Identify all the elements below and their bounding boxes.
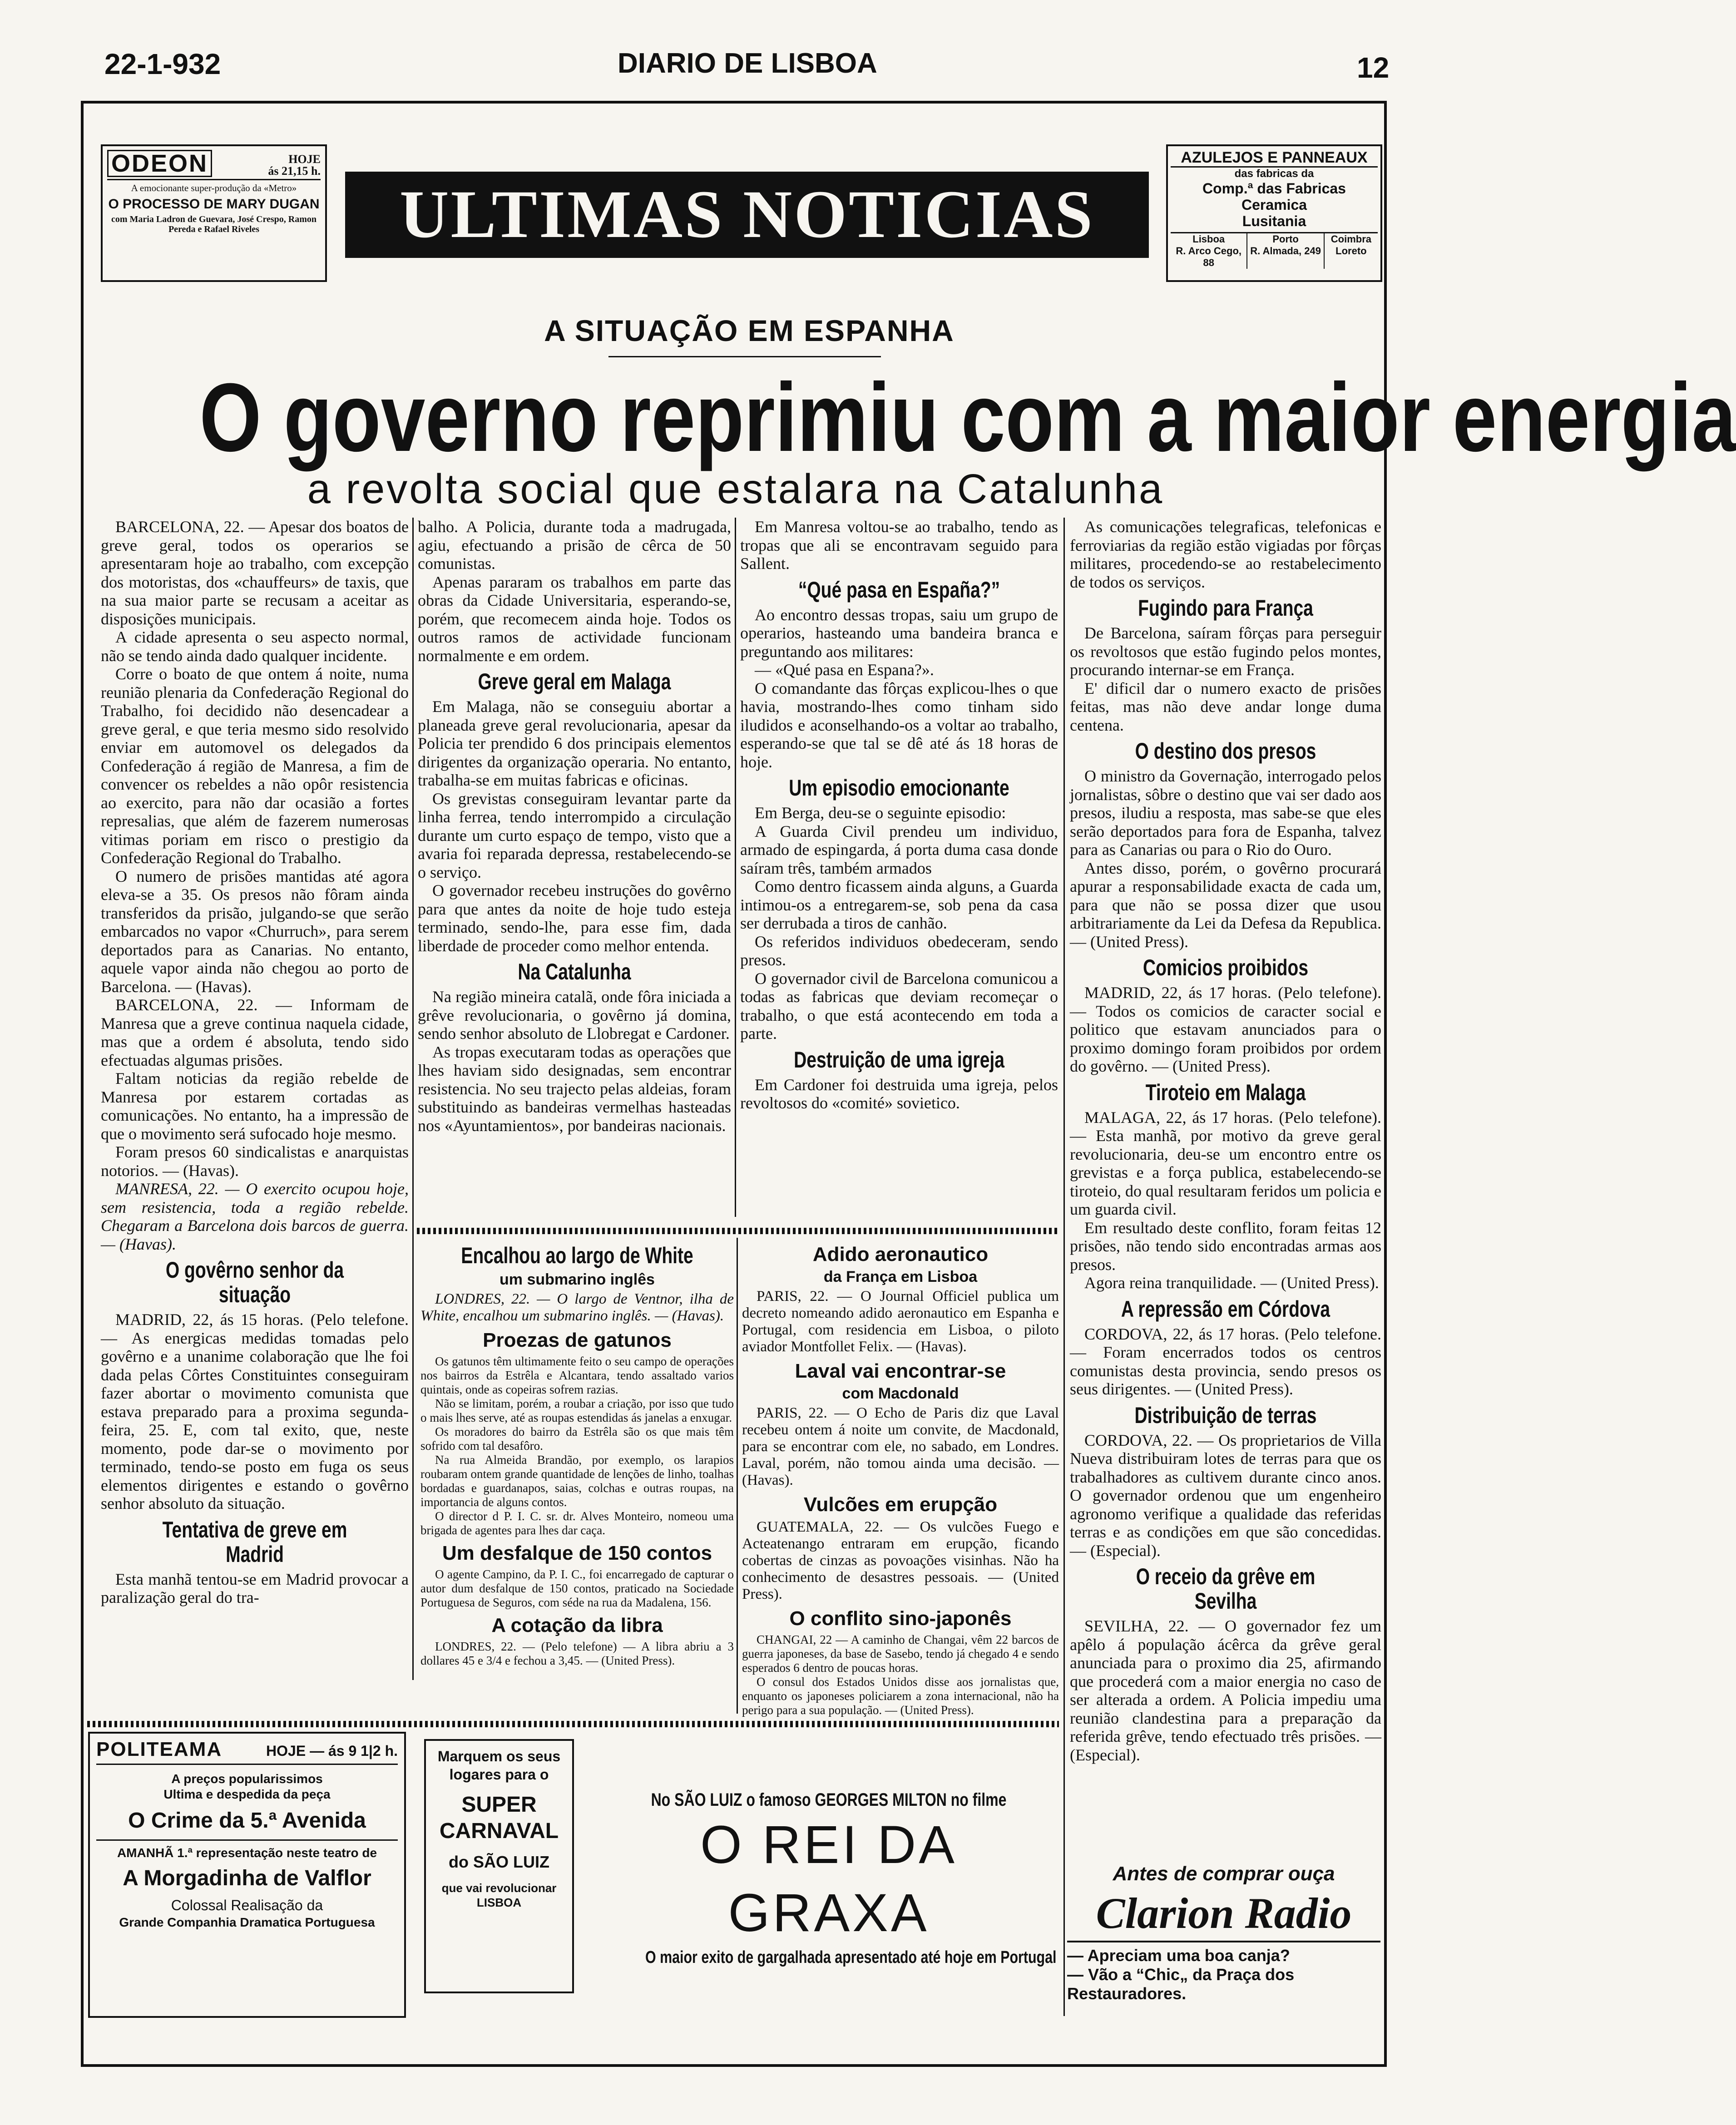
article-column-3 [740,518,1058,1112]
main-headline: O governo reprimiu com a maior energia [199,363,1736,472]
col1-paragraph: MANRESA, 22. — O exercito ocupou hoje, sem resistencia, toda a região rebelde. Chegaram a Barcelona dois barcos de guerra. — (Havas). [101,1180,409,1253]
azulejos-address-coimbra: Loreto [1335,245,1367,257]
midleft-paragraph: O agente Campino, da P. I. C., foi encarregado de capturar o autor dum desfalque de 150 contos, praticado na Sociedade Portuguesa de Seguros, com séde na rua da Madalena, 156. [420,1567,734,1609]
midright-paragraph: O consul dos Estados Unidos disse aos jornalistas que, enquanto os japoneses policiarem a zona internacional, não ha perigo para a sua população. — (United Press). [742,1675,1059,1717]
banner-title: ULTIMAS NOTICIAS [400,177,1094,252]
col3-paragraph: O comandante das fôrças explicou-lhes o que havia, mostrando-lhes como tinham sido iludidos e aconselhando-os a voltar ao trabalho, esperando-se que tal se dê até ás 18 horas de hoje. [740,679,1058,771]
col2-paragraph: Os grevistas conseguiram levantar parte da linha ferrea, tendo interrompido a circulação durante um curto espaço de tempo, visto que a avaria foi reparada depressa, restabelecendo-se o serviço. [418,789,731,881]
col4-subheading: O receio da grêve em Sevilha [1136,1564,1316,1614]
midleft-heading: Encalhou ao largo de White [461,1243,693,1268]
col1-paragraph: BARCELONA, 22. — Apesar dos boatos de greve geral, todos os operarios se apresentaram hoje ao trabalho, com excepção dos motoristas, dos «chauffeurs» de taxis, que na sua maior parte se recusam a aceitar as disposições municipais. [101,518,409,628]
rei-da-graxa-ad [599,1789,1058,1967]
midright-heading: Adido aeronautico [812,1243,989,1265]
politeama-ad [88,1732,406,2018]
carnaval-line1: Marquem os seus logares para o [437,1748,561,1783]
midright-paragraph: GUATEMALA, 22. — Os vulcões Fuego e Acteatenango entraram em erupção, ficando cobertas de cinzas as povoações visinhas. Não ha conhecimento de desastres pessoais. — (United Press). [742,1519,1059,1602]
col1-subheading: Tentativa de greve em Madrid [162,1517,347,1567]
article-column-1 [101,518,409,1607]
col3-paragraph: Em Cardoner foi destruida uma igreja, pelos revoltosos do «comité» sovietico. [740,1075,1058,1112]
dotted-divider [87,1721,1059,1727]
col4-paragraph: Agora reina tranquilidade. — (United Press). [1084,1274,1379,1292]
politeama-line2: Ultima e despedida da peça [163,1787,331,1801]
odeon-time-label: HOJE [288,153,321,166]
col1-subheading: O govêrno senhor da situação [165,1257,344,1307]
col1-paragraph: MADRID, 22, ás 15 horas. (Pelo telefone. — As energicas medidas tomadas pelo govêrno e a unanime colaboração que lhe foi dada pelas Côrtes Constituintes conseguiram fazer abortar o movimento comunista que estava preparado para a proxima segunda-feira, 25. E, com tal exito, que, neste momento, pode dar-se o movimento por terminado, tendo-se posto em fuga os seus elementos dirigentes e estando o govêrno senhor absoluto da situação. [101,1310,409,1512]
col4-subheading: Comicios proibidos [1142,955,1309,980]
col3-paragraph: Ao encontro dessas tropas, saiu um grupo de operarios, hasteando uma bandeira branca e preguntando aos militares: [740,605,1058,661]
carnaval-ad [424,1739,574,1993]
col4-subheading: Distribuição de terras [1134,1402,1317,1428]
graxa-bottom: O maior exito de gargalhada apresentado até hoje em Portugal [645,1948,1057,1967]
col4-paragraph: As comunicações telegraficas, telefonicas e ferroviarias da região estão vigiadas por fôrças militares, procedendo-se ao restabelecimento de todos os serviços. [1070,518,1381,591]
column-divider [737,1238,738,1714]
clarion-brand: Clarion Radio [1067,1886,1380,1942]
section-title: A SITUAÇÃO EM ESPANHA [544,314,955,347]
midright-heading: Laval vai encontrar-se [795,1360,1006,1382]
col4-paragraph: MALAGA, 22, ás 17 horas. (Pelo telefone). — Esta manhã, por motivo da greve geral revolucionaria, deu-se um encontro entre os grevistas e a força publica, estabelecendo-se tiroteio, do qual resultaram feridos um policia e um guarda civil. [1070,1108,1381,1218]
col1-paragraph: BARCELONA, 22. — Informam de Manresa que a greve continua naquela cidade, mas que a ordem é absoluta, tendo sido efectuadas algumas prisões. [101,996,409,1069]
midleft-paragraph: Os moradores do bairro da Estrêla são os que mais têm sofrido com tal desafôro. [420,1425,734,1453]
midleft-heading: A cotação da libra [491,1614,663,1636]
odeon-ad [101,144,327,282]
politeama-time: HOJE — ás 9 1|2 h. [266,1743,398,1759]
clarion-line1: — Apreciam uma boa canja? [1067,1946,1290,1965]
clarion-top: Antes de comprar ouça [1113,1863,1335,1885]
odeon-time: ás 21,15 h. [268,164,321,178]
column-divider [735,518,736,1217]
col3-subheading: Destruição de uma igreja [794,1047,1004,1072]
col1-paragraph: O numero de prisões mantidas até agora eleva-se a 35. Os presos não fôram ainda transferidos da prisão, julgando-se que serão embarcados no vapor «Churruch», para serem deportados para as Canarias. No entanto, aquele vapor ainda não chegou ao porto de Barcelona. — (Havas). [101,867,409,996]
col4-paragraph: E' dificil dar o numero exacto de prisões feitas, mas não deve andar longe duma centena. [1070,679,1381,734]
azulejos-city-coimbra: Coimbra [1330,233,1372,245]
col2-paragraph: Na região mineira catalã, onde fôra iniciada a grêve revolucionaria, o govêrno já domina, sendo senhor absoluto de Llobregat e Cardoner. [418,988,731,1043]
azulejos-line2: Comp.ª das Fabricas Ceramica [1202,180,1346,213]
col4-paragraph: Antes disso, porém, o govêrno procurará apurar a responsabilidade exacta de cada um, para que não se possa dizer que usou arbitrariamente da Lei da Defesa da Republica. — (United Press). [1070,859,1381,951]
col4-paragraph: CORDOVA, 22. — Os proprietarios de Villa Nueva distribuiram lotes de terras para que os trabalhadores as cultivem durante cinco anos. O governador ordenou que um engenheiro agronomo verifique a qualidade das referidas terras e as condições em que são concedidas. — (Especial). [1070,1431,1381,1560]
midleft-paragraph: Os gatunos têm ultimamente feito o seu campo de operações nos bairros da Estrêla e Alcantara, tendo assaltado varios quintais, onde as copeiras sofrem razias. [420,1354,734,1396]
col3-paragraph: Em Berga, deu-se o seguinte episodio: [755,804,1006,822]
col3-paragraph: A Guarda Civil prendeu um individuo, armado de espingarda, á porta duma casa donde saíram três, também armados [740,822,1058,877]
col3-paragraph: Os referidos individuos obedeceram, sendo presos. [740,932,1058,969]
col2-subheading: Greve geral em Malaga [478,669,671,694]
col4-paragraph: CORDOVA, 22, ás 17 horas. (Pelo telefone. — Foram encerrados todos os centros comunistas desta provincia, sendo presos os seus dirigentes. — (United Press). [1070,1324,1381,1398]
politeama-title: O Crime da 5.ª Avenida [128,1809,366,1833]
col2-subheading: Na Catalunha [518,959,631,984]
col3-paragraph: — «Qué pasa en Espana?». [755,661,934,679]
col3-subheading: “Qué pasa en España?” [798,577,1000,603]
col4-subheading: Fugindo para França [1138,595,1313,621]
col2-paragraph: Apenas pararam os trabalhos em parte das obras da Cidade Universitaria, esperando-se, porém, que recomecem ainda hoje. Todos os outros ramos de actividade funcionam normalmente e em ordem. [418,573,731,665]
midright-paragraph: PARIS, 22. — O Echo de Paris diz que Laval recebeu ontem á noite um convite, de Macdonald, para se encontrar com ele, no sabado, em Londres. Laval, porém, não tomou ainda uma decisão. — (Havas). [742,1405,1059,1488]
odeon-tagline: A emocionante super-produção da «Metro» [131,183,297,193]
midright-paragraph: PARIS, 22. — O Journal Officiel publica um decreto nomeando adido aeronautico em Espanha e Portugal, com residencia em Lisboa, o piloto aviador Montfollet Felix. — (Havas). [742,1288,1059,1355]
midright-paragraph: CHANGAI, 22 — A caminho de Changai, vêm 22 barcos de guerra japoneses, da base de Sasebo, tendo já chegado 4 e sendo esperados 6 dentro de poucas horas. [742,1633,1059,1675]
col4-paragraph: O ministro da Governação, interrogado pelos jornalistas, sôbre o destino que vai ser dado aos presos, iludiu a resposta, mas sabe-se que eles serão deportados para fora de Espanha, talvez para as Canarias ou para o Rio do Ouro. [1070,767,1381,859]
midleft-heading: Um desfalque de 150 contos [442,1542,712,1564]
col2-paragraph: O governador recebeu instruções do govêrno para que antes da noite de hoje tudo esteja terminado, sendo-lhe, para esse fim, dada liberdade de proceder como melhor entenda. [418,881,731,955]
azulejos-line1: das fabricas da [1234,168,1314,180]
graxa-title: O REI DA GRAXA [700,1815,957,1943]
col1-paragraph: Corre o boato de que ontem á noite, numa reunião plenaria da Confederação Regional do Trabalho, foi decidido não desencadear a greve geral, e que teria mesmo sido resolvido enviar em automovel os delegados da Confederação á região de Manresa, a fim de convencer os rebeldes a não opôr resistencia ao exercito, para não dar ocasião a fortes represalias, que além de fazerem numerosas vitimas poriam em risco o prestigio da Confederação Regional do Trabalho. [101,665,409,867]
column-divider [412,518,414,1680]
carnaval-line2: do SÃO LUIZ [449,1853,549,1871]
politeama-title2: A Morgadinha de Valflor [123,1866,371,1890]
odeon-name: ODEON [107,150,212,177]
midleft-heading: Proezas de gatunos [483,1329,672,1351]
col3-subheading: Um episodio emocionante [789,775,1009,801]
col3-paragraph: Como dentro ficassem ainda alguns, a Guarda intimou-os a entregarem-se, sob pena da casa ser derrubada a tiros de canhão. [740,877,1058,932]
col4-paragraph: Em resultado deste conflito, foram feitas 12 prisões, não tendo sido encontradas armas aos presos. [1070,1218,1381,1274]
dotted-divider [417,1228,1059,1234]
issue-date: 22-1-932 [104,48,221,80]
midright-subheading: da França em Lisboa [823,1268,978,1285]
col3-paragraph: Em Manresa voltou-se ao trabalho, tendo as tropas que ali se encontravam seguido para Sallent. [740,518,1058,573]
newspaper-name: DIARIO DE LISBOA [618,48,877,79]
midleft-paragraph: Não se limitam, porém, a roubar a criação, por isso que tudo o mais lhes serve, até as roupas estendidas ás janelas a enxugar. [420,1397,734,1424]
azulejos-ad [1166,144,1382,282]
midright-heading: O conflito sino-japonês [789,1607,1012,1630]
azulejos-city-lisboa: Lisboa [1192,233,1225,245]
ultimas-noticias-banner [345,172,1149,258]
midright-heading: Vulcões em erupção [803,1493,998,1516]
sub-headline: a revolta social que estalara na Catalunha [307,466,1164,512]
page-number: 12 [1357,51,1390,84]
col1-paragraph: Foram presos 60 sindicalistas e anarquistas notorios. — (Havas). [101,1143,409,1180]
midleft-paragraph: O director d P. I. C. sr. dr. Alves Monteiro, nomeou uma brigada de agentes para lhes dar caça. [420,1509,734,1537]
midleft-paragraph: LONDRES, 22. — O largo de Ventnor, ilha de White, encalhou um submarino inglês. — (Havas). [420,1291,734,1324]
azulejos-city-porto: Porto [1272,233,1299,245]
azulejos-line3: Lusitania [1242,213,1306,229]
article-column-2 [418,518,731,1135]
odeon-cast: com Maria Ladron de Guevara, José Crespo, Ramon Pereda e Rafael Riveles [111,214,317,234]
col4-subheading: A repressão em Córdova [1121,1296,1330,1322]
col3-paragraph: O governador civil de Barcelona comunicou a todas as fabricas que deviam recomeçar o trabalho, o que está acontecendo em toda a parte. [740,969,1058,1043]
politeama-line3: AMANHÃ 1.ª representação neste teatro de [117,1846,377,1860]
politeama-name: POLITEAMA [96,1738,223,1760]
col1-paragraph: Esta manhã tentou-se em Madrid provocar a paralização geral do tra- [101,1570,409,1606]
midleft-subheading: um submarino inglês [500,1271,655,1288]
col1-paragraph: Faltam noticias da região rebelde de Manresa por estarem cortadas as comunicações. No entanto, ha a impressão de que o movimento será sufocado hoje mesmo. [101,1069,409,1143]
politeama-line4: Colossal Realisação da [171,1897,323,1913]
graxa-top: No SÃO LUIZ o famoso GEORGES MILTON no filme [651,1790,1007,1810]
col4-subheading: Tiroteio em Malaga [1145,1079,1306,1105]
politeama-company: Grande Companhia Dramatica Portuguesa [119,1915,375,1929]
azulejos-title: AZULEJOS E PANNEAUX [1171,149,1378,168]
col4-paragraph: De Barcelona, saíram fôrças para perseguir os revoltosos que estão fugindo pelos montes, procurando internar-se em França. [1070,624,1381,679]
col2-paragraph: balho. A Policia, durante toda a madrugada, agiu, efectuando a prisão de cêrca de 50 comunistas. [418,518,731,573]
midright-subheading: com Macdonald [842,1385,959,1402]
news-box-left [420,1239,734,1668]
clarion-radio-ad [1067,1862,1380,2043]
col4-paragraph: SEVILHA, 22. — O governador fez um apêlo á população ácêrca da grêve geral anunciada para o proximo dia 25, afirmando que procederá com a maior energia no caso de ser alterada a ordem. A Policia impediu uma reunião clandestina para a preparação da referida grêve, tendo efectuado três prisões. — (Especial). [1070,1617,1381,1764]
politeama-rule [96,1839,398,1841]
col4-subheading: O destino dos presos [1135,738,1316,764]
carnaval-line3: que vai revolucionar LISBOA [441,1881,557,1909]
section-rule [608,356,881,357]
midleft-paragraph: Na rua Almeida Brandão, por exemplo, os larapios roubaram ontem grande quantidade de lenções de linho, toalhas bordadas e guardanapos, saias, colchas e outras roupas, na importancia de alguns contos. [420,1453,734,1509]
col2-paragraph: Em Malaga, não se conseguiu abortar a planeada greve geral revolucionaria, apesar da Policia ter prendido 6 dos principais elementos dirigentes da organização operaria. No entanto, trabalha-se em muitas fabricas e oficinas. [418,697,731,789]
col2-paragraph: As tropas executaram todas as operações que lhes haviam sido designadas, sem encontrar resistencia. No seu trajecto pelas aldeias, foram substituindo as bandeiras vermelhas hasteadas nos «Ayuntamientos», por bandeiras nacionais. [418,1043,731,1135]
azulejos-address-porto: R. Almada, 249 [1250,245,1321,257]
odeon-title: O PROCESSO DE MARY DUGAN [108,197,320,212]
article-column-4 [1070,518,1381,1764]
col1-paragraph: A cidade apresenta o seu aspecto normal, não se tendo ainda dado qualquer incidente. [101,628,409,665]
carnaval-title: SUPER CARNAVAL [439,1793,559,1843]
news-box-right [742,1239,1059,1717]
politeama-line1: A preços popularissimos [171,1772,323,1786]
azulejos-address-lisboa: R. Arco Cego, 88 [1176,245,1242,268]
clarion-line2: — Vão a “Chic„ da Praça dos Restauradores. [1067,1965,1295,2003]
column-divider [1063,518,1065,2016]
midleft-paragraph: LONDRES, 22. — (Pelo telefone) — A libra abriu a 3 dollares 45 e 3/4 e fechou a 3,45. — (United Press). [420,1640,734,1667]
col4-paragraph: MADRID, 22, ás 17 horas. (Pelo telefone). — Todos os comicios de caracter social e politico que estavam anunciados para o proximo domingo foram proibidos por ordem do govêrno. — (United Press). [1070,983,1381,1075]
